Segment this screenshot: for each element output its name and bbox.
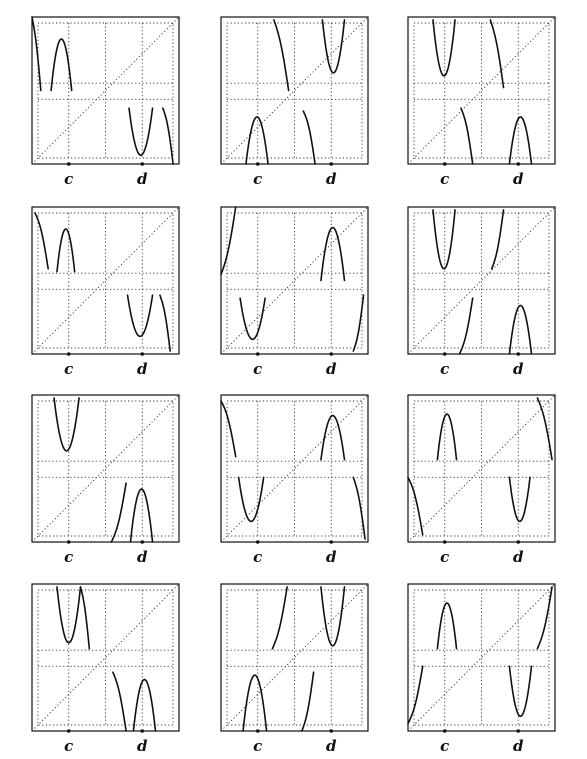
tick-label-c: c — [253, 548, 263, 566]
tick-mark-d — [516, 729, 520, 733]
tick-label-c: c — [440, 737, 450, 755]
map-branch-0 — [57, 587, 81, 643]
tick-mark-c — [256, 352, 260, 356]
tick-mark-c — [256, 540, 260, 544]
map-branch-2 — [240, 298, 265, 339]
map-branch-0 — [437, 603, 456, 649]
tick-mark-c — [256, 162, 260, 166]
panel-r0-c2 — [408, 17, 555, 188]
map-branch-0 — [433, 210, 455, 269]
map-branch-3 — [509, 117, 531, 164]
panel-r0-c1 — [221, 17, 368, 188]
tick-mark-c — [67, 352, 71, 356]
map-branch-1 — [490, 20, 503, 88]
panel-r0-c0 — [32, 17, 179, 188]
panel-r3-c1 — [221, 584, 368, 755]
map-branch-2 — [408, 477, 423, 534]
panel-r1-c1 — [221, 207, 368, 378]
map-branch-0 — [54, 398, 79, 451]
tick-label-c: c — [253, 737, 263, 755]
tick-mark-c — [67, 162, 71, 166]
tick-mark-d — [140, 729, 144, 733]
map-branch-1 — [492, 210, 504, 269]
panel-r2-c1 — [221, 395, 368, 566]
map-branch-1 — [57, 229, 75, 272]
map-branch-2 — [239, 477, 264, 521]
map-branch-1 — [81, 587, 90, 649]
map-branch-2 — [130, 489, 152, 542]
panel-r3-c0 — [32, 584, 179, 755]
tick-mark-d — [329, 540, 333, 544]
tick-label-c: c — [64, 548, 74, 566]
map-branch-1 — [321, 228, 345, 281]
map-branch-2 — [408, 666, 423, 723]
tick-label-c: c — [253, 170, 263, 188]
map-branch-2 — [243, 675, 267, 731]
map-branch-0 — [35, 213, 48, 269]
tick-label-d: d — [137, 548, 148, 566]
map-branch-3 — [302, 672, 314, 731]
map-branch-1 — [111, 483, 126, 542]
map-branch-3 — [160, 295, 170, 351]
map-branch-3 — [163, 108, 173, 164]
tick-mark-d — [140, 162, 144, 166]
tick-label-d: d — [137, 360, 148, 378]
tick-label-d: d — [137, 737, 148, 755]
tick-label-c: c — [64, 360, 74, 378]
tick-mark-d — [516, 162, 520, 166]
tick-label-d: d — [326, 360, 337, 378]
map-branch-0 — [272, 587, 287, 649]
map-branch-3 — [133, 680, 155, 731]
tick-mark-c — [443, 162, 447, 166]
map-branch-3 — [509, 666, 531, 716]
map-branch-3 — [509, 305, 531, 354]
panel-r1-c2 — [408, 207, 555, 378]
map-branch-3 — [509, 477, 530, 521]
tick-label-d: d — [326, 548, 337, 566]
panel-r1-c0 — [32, 207, 179, 378]
map-branch-0 — [221, 207, 236, 275]
map-branch-2 — [461, 108, 473, 164]
map-branch-2 — [246, 117, 268, 164]
tick-label-d: d — [513, 737, 524, 755]
tick-label-d: d — [137, 170, 148, 188]
tick-label-d: d — [326, 737, 337, 755]
tick-mark-c — [67, 729, 71, 733]
map-branch-1 — [321, 587, 345, 646]
panel-r2-c0 — [32, 395, 179, 566]
map-branch-2 — [128, 295, 153, 336]
tick-mark-c — [443, 729, 447, 733]
tick-label-d: d — [513, 360, 524, 378]
map-branch-2 — [129, 108, 153, 155]
tick-mark-c — [256, 729, 260, 733]
map-branch-0 — [221, 401, 236, 457]
tick-mark-d — [329, 352, 333, 356]
tick-mark-d — [140, 540, 144, 544]
tick-mark-c — [67, 540, 71, 544]
map-branch-0 — [433, 20, 455, 76]
map-branch-1 — [322, 20, 344, 73]
map-branch-3 — [353, 477, 365, 539]
tick-mark-c — [443, 540, 447, 544]
map-branch-1 — [537, 398, 552, 460]
tick-mark-d — [329, 162, 333, 166]
tick-mark-d — [140, 352, 144, 356]
map-branch-1 — [537, 587, 552, 649]
tick-label-c: c — [64, 737, 74, 755]
map-branch-0 — [274, 20, 289, 91]
map-branch-0 — [32, 17, 41, 91]
panel-r3-c2 — [408, 584, 555, 755]
tick-label-c: c — [64, 170, 74, 188]
tick-label-c: c — [440, 170, 450, 188]
tick-mark-c — [443, 352, 447, 356]
panel-r2-c2 — [408, 395, 555, 566]
tick-mark-d — [516, 540, 520, 544]
map-branch-3 — [303, 111, 315, 164]
map-branch-2 — [113, 672, 126, 731]
tick-label-c: c — [440, 360, 450, 378]
tick-label-d: d — [513, 170, 524, 188]
tick-label-c: c — [253, 360, 263, 378]
map-branch-2 — [459, 298, 472, 354]
tick-label-d: d — [326, 170, 337, 188]
tick-mark-d — [329, 729, 333, 733]
tick-label-c: c — [440, 548, 450, 566]
tick-label-d: d — [513, 548, 524, 566]
tick-mark-d — [516, 352, 520, 356]
map-branch-1 — [51, 39, 72, 90]
map-branch-0 — [437, 414, 456, 460]
